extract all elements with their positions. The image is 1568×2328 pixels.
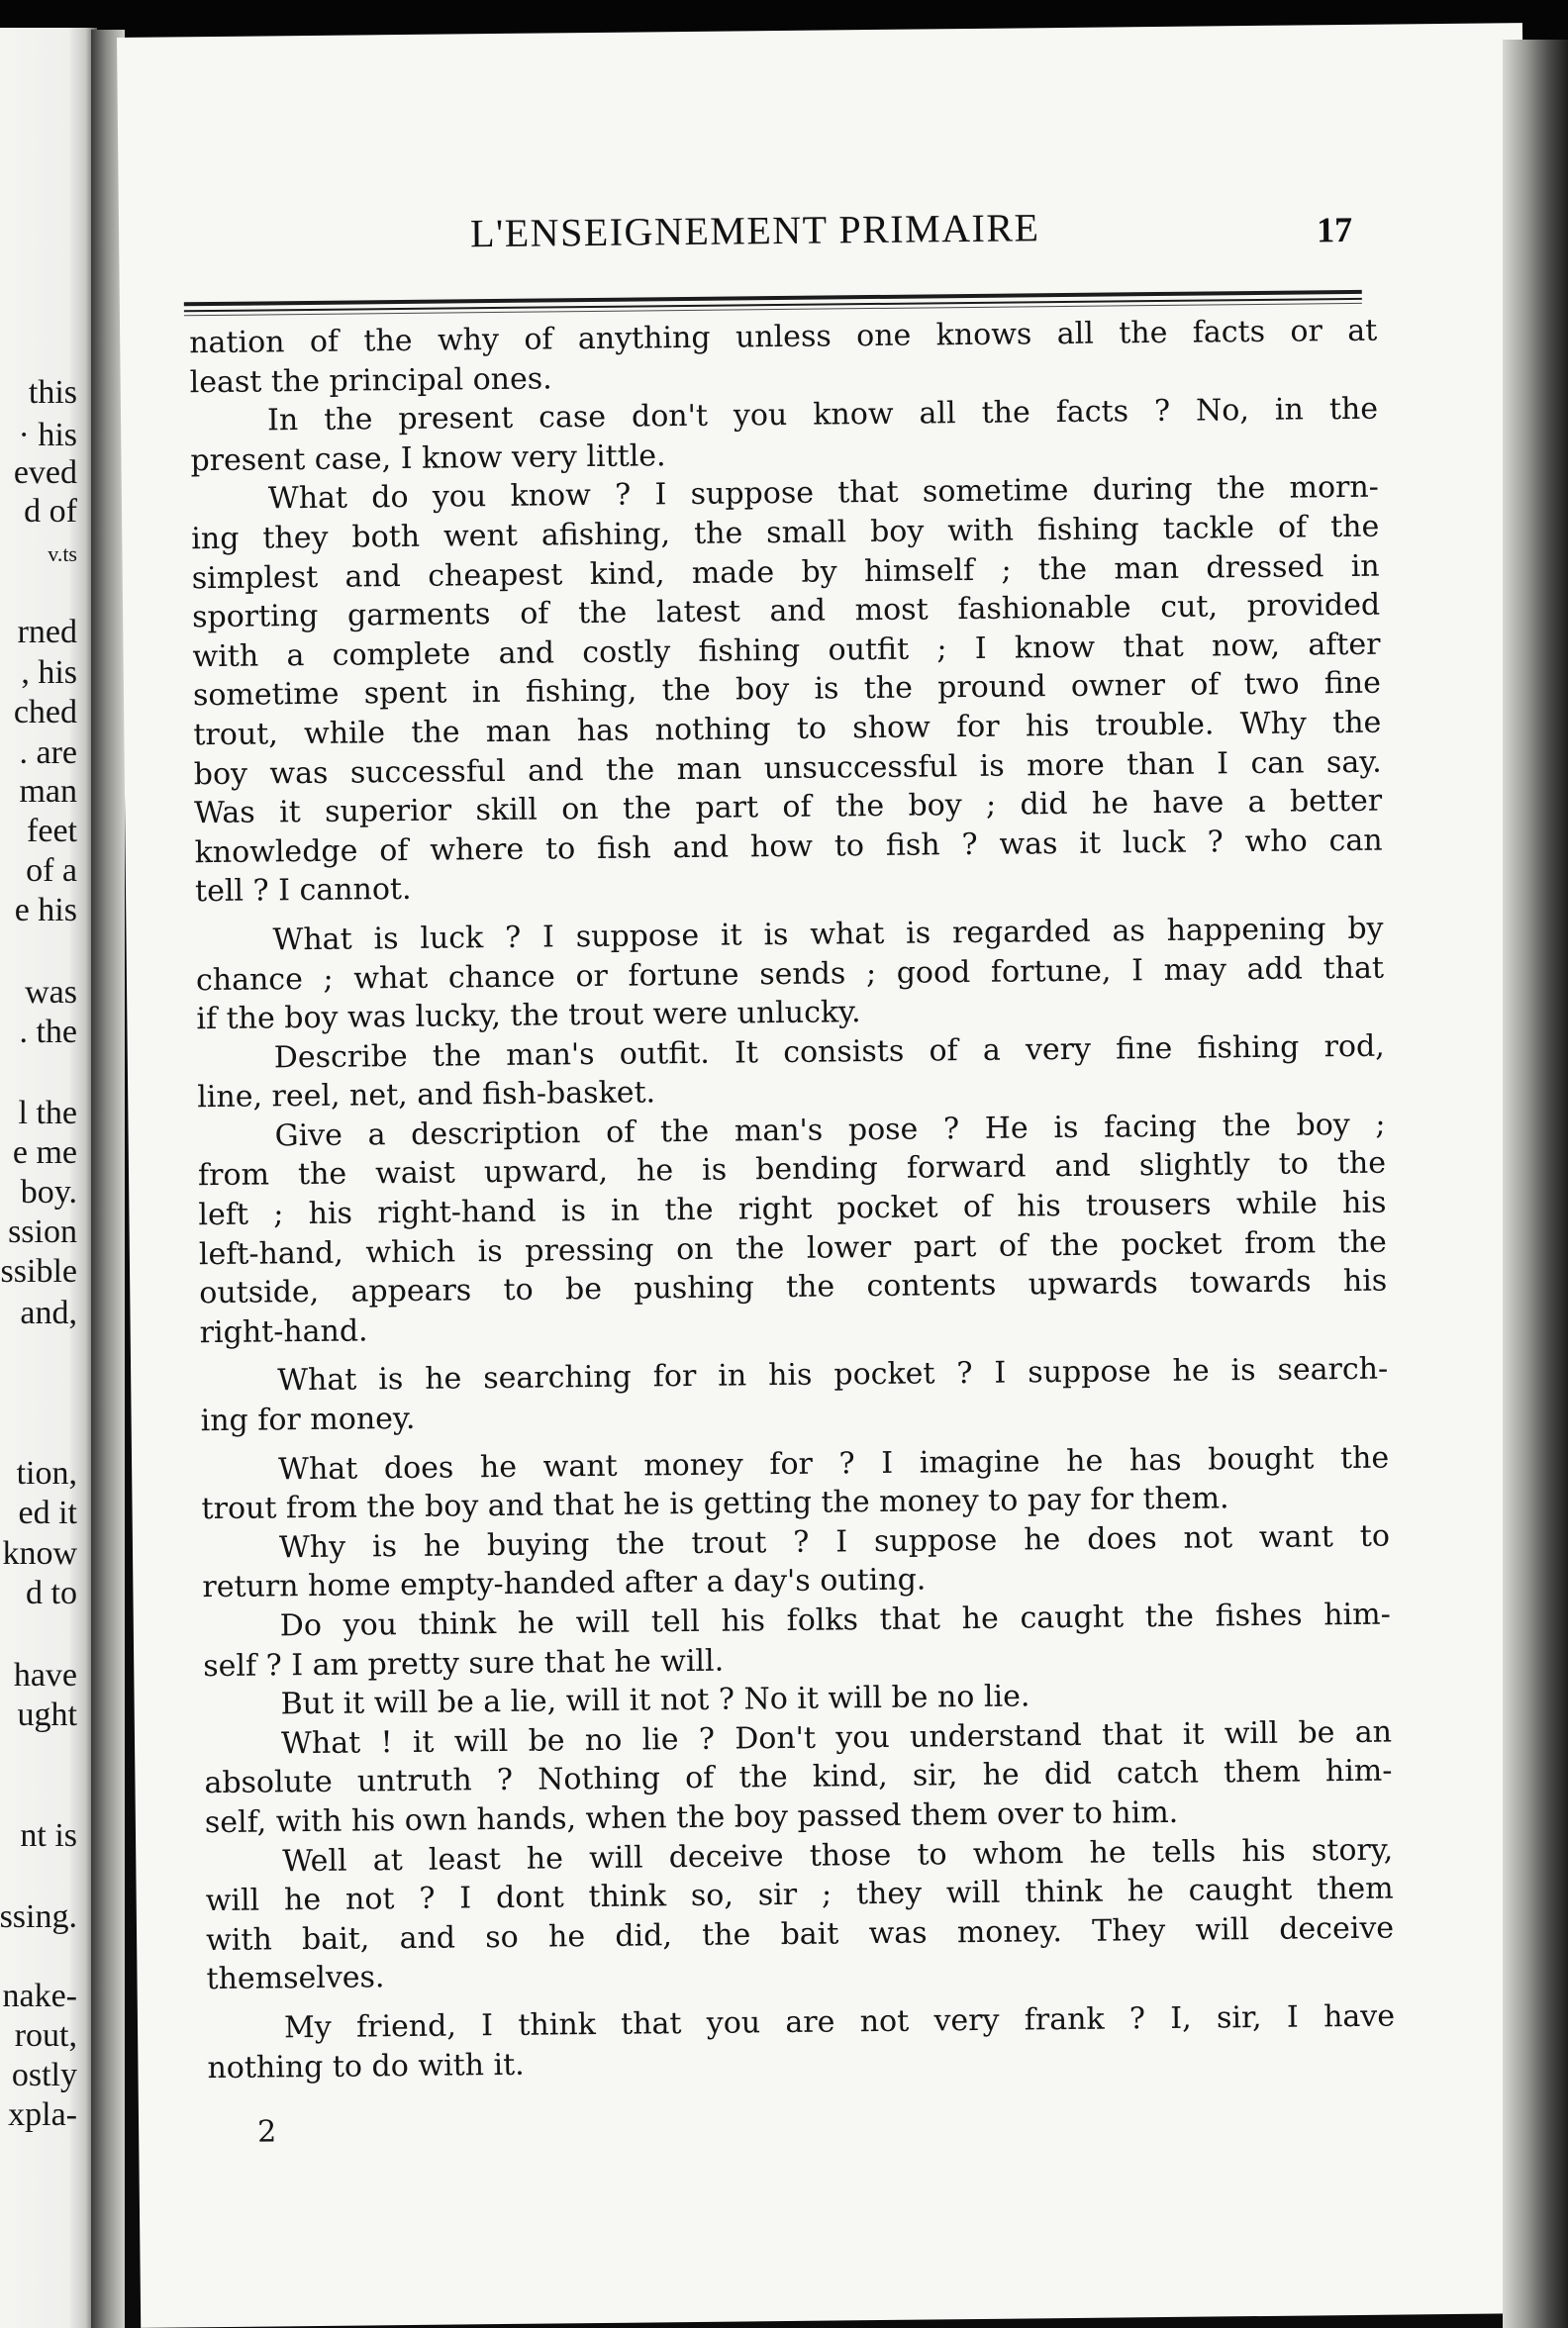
text-line: But it will be a lie, will it not ? No it will be no lie. — [280, 1679, 1030, 1722]
text-line: present case, I know very little. — [190, 437, 666, 479]
facing-page-fragment: have — [13, 1657, 77, 1694]
facing-page-fragment: was — [25, 974, 77, 1011]
text-line: least the principal ones. — [189, 361, 552, 400]
text-line: with a complete and costly fishing outfit ; I know that now, after — [192, 627, 1381, 674]
facing-page-fragment: ssion — [8, 1213, 77, 1250]
text-line: with bait, and so he did, the bait was money. They will deceive — [205, 1910, 1395, 1958]
text-line: What is luck ? I suppose it is what is regarded as happening by — [272, 911, 1384, 958]
facing-page-fragment: ched — [13, 694, 77, 730]
facing-page-fragment: and, — [20, 1295, 77, 1331]
facing-page-fragment: . are — [19, 734, 77, 771]
text-line: My friend, I think that you are not very frank ? I, sir, I have — [283, 1998, 1396, 2046]
text-line: nation of the why of anything unless one knows all the facts or at — [189, 313, 1378, 361]
facing-page-fragment: of a — [26, 852, 77, 889]
facing-page-fragment: ught — [17, 1697, 77, 1733]
text-line: sporting garments of the latest and most fashionable cut, provided — [191, 587, 1381, 635]
text-line: will he not ? I dont think so, sir ; they will think he caught them — [205, 1871, 1394, 1919]
text-line: absolute untruth ? Nothing of the kind, sir, he did catch them him- — [204, 1753, 1393, 1801]
text-line: What does he want money for ? I imagine he has bought the — [277, 1440, 1390, 1487]
facing-page-fragment: , his — [21, 654, 77, 691]
facing-page-fragment: this — [28, 374, 77, 411]
facing-page-fragment: rned — [17, 614, 77, 650]
text-line: self, with his own hands, when the boy passed them over to him. — [204, 1794, 1179, 1841]
running-title: L'ENSEIGNEMENT PRIMAIRE — [469, 205, 1040, 256]
facing-page-fragment: e me — [12, 1134, 77, 1171]
text-line: line, reel, net, and fish-basket. — [197, 1075, 656, 1116]
facing-page-fragment: man — [19, 773, 77, 810]
text-line: tell ? I cannot. — [194, 872, 412, 910]
facing-page-fragment: ssible — [0, 1253, 77, 1290]
facing-page-fragment: boy. — [20, 1174, 77, 1211]
text-line: Was it superior skill on the part of the boy ; did he have a better — [194, 783, 1383, 831]
facing-page-fragment: · his — [18, 417, 77, 453]
text-line: Give a description of the man's pose ? He is facing the boy ; — [274, 1107, 1386, 1154]
text-line: if the boy was lucky, the trout were unlucky. — [196, 995, 861, 1037]
text-line: left-hand, which is pressing on the lower part of the pocket from the — [198, 1224, 1387, 1272]
text-line: Describe the man's outfit. It consists of a very fine fishing rod, — [273, 1028, 1385, 1076]
facing-page-fragment: ssing. — [0, 1898, 77, 1935]
facing-page-fragment: tion, — [16, 1455, 77, 1492]
facing-page-fragment: feet — [27, 813, 77, 849]
text-line: outside, appears to be pushing the contents upwards towards his — [199, 1263, 1388, 1311]
facing-page-fragment: l the — [18, 1095, 77, 1131]
text-line: Why is he buying the trout ? I suppose he does not want to — [278, 1518, 1391, 1566]
facing-page-fragment: e his — [14, 892, 77, 928]
facing-page-fragment: d to — [26, 1575, 77, 1611]
page-edge-shadow — [1503, 40, 1568, 2328]
text-line: right-hand. — [199, 1313, 368, 1351]
text-line: from the waist upward, he is bending forward and slightly to the — [197, 1146, 1387, 1194]
text-line: Do you think he will tell his folks that he caught the fishes him- — [279, 1597, 1391, 1644]
facing-page-fragment: ed it — [18, 1495, 77, 1531]
text-line: Well at least he will deceive those to whom he tells his story, — [282, 1832, 1394, 1879]
text-line: boy was successful and the man unsuccessful is more than I can say. — [193, 744, 1382, 792]
facing-page-fragment: v.ts — [48, 541, 77, 566]
text-line: ing for money. — [200, 1401, 416, 1439]
text-line: sometime spent in fishing, the boy is the pround owner of two fine — [192, 666, 1382, 714]
facing-page-fragment: nake- — [2, 1978, 77, 2014]
facing-page-edge — [0, 28, 97, 2328]
text-line: What is he searching for in his pocket ? I suppose he is search- — [277, 1352, 1389, 1399]
running-header — [119, 199, 1525, 273]
text-line: chance ; what chance or fortune sends ; good fortune, I may add that — [195, 950, 1385, 998]
text-line: return home empty-handed after a day's outing. — [202, 1562, 927, 1605]
facing-page-fragment: nt is — [20, 1817, 77, 1854]
text-line: knowledge of where to fish and how to fish ? was it luck ? who can — [194, 823, 1383, 870]
text-line: trout from the boy and that he is getting the money to pay for them. — [201, 1481, 1229, 1527]
facing-page-fragment: eved — [13, 454, 77, 491]
page-number: 17 — [1316, 209, 1353, 250]
text-line: What do you know ? I suppose that sometime during the morn- — [267, 470, 1380, 517]
facing-page-fragment: xpla- — [8, 2096, 77, 2133]
book-page — [117, 23, 1546, 2328]
body-text — [189, 312, 1396, 2088]
text-line: themselves. — [206, 1960, 385, 1997]
signature-mark: 2 — [256, 2114, 277, 2150]
text-line: What ! it will be no lie ? Don't you understand that it will be an — [280, 1714, 1393, 1762]
text-line: trout, while the man has nothing to show for his trouble. Why the — [193, 705, 1382, 753]
text-line: ing they both went afishing, the small boy with fishing tackle of the — [191, 509, 1380, 557]
text-line: In the present case don't you know all the facts ? No, in the — [266, 391, 1379, 438]
facing-page-fragment: ostly — [11, 2057, 77, 2093]
text-line: nothing to do with it. — [207, 2047, 525, 2086]
text-line: self ? I am pretty sure that he will. — [203, 1643, 725, 1684]
facing-page-fragment: d of — [24, 493, 77, 530]
text-line: simplest and cheapest kind, made by himself ; the man dressed in — [191, 548, 1380, 596]
facing-page-fragment: rout, — [14, 2017, 77, 2054]
facing-page-fragment: know — [2, 1535, 77, 1572]
facing-page-fragment: . the — [19, 1014, 77, 1050]
text-line: left ; his right-hand is in the right pocket of his trousers while his — [198, 1185, 1387, 1233]
